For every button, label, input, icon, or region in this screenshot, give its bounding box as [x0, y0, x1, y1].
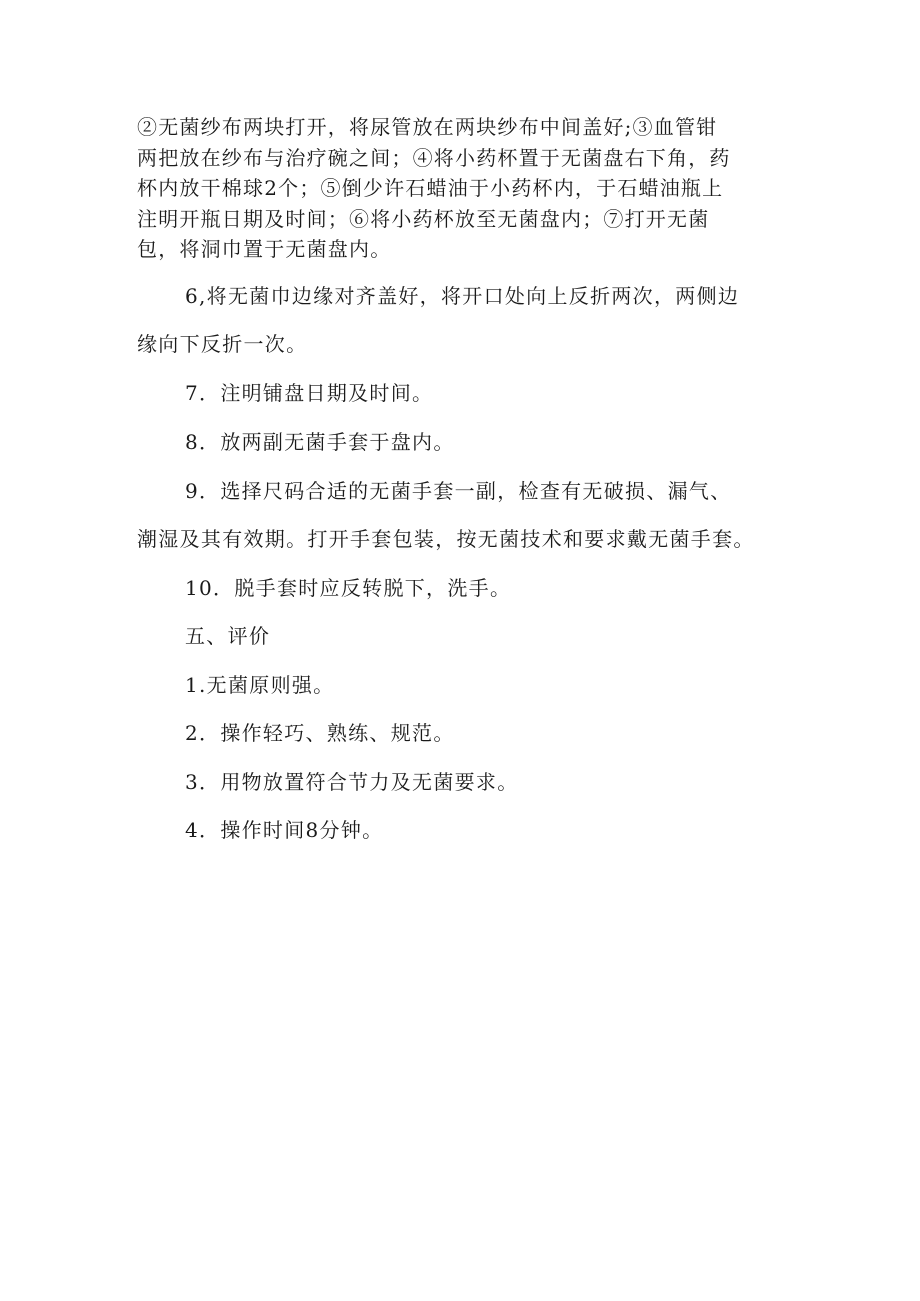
step-7: 7．注明铺盘日期及时间。: [185, 381, 434, 405]
paragraph-preparation-steps: ②无菌纱布两块打开，将尿管放在两块纱布中间盖好;③血管钳 两把放在纱布与治疗碗之间；④将小药杯置于无菌盘右下角，药 杯内放干棉球2个；⑤倒少许石蜡油于小药杯内，于石蜡油瓶上 注明开瓶日期及时间；⑥将小药杯放至无菌盘内；⑦打开无菌 包，将洞巾置于无菌盘内。: [137, 115, 731, 261]
evaluation-item-2: 2．操作轻巧、熟练、规范。: [185, 721, 455, 745]
step-8: 8．放两副无菌手套于盘内。: [185, 430, 455, 454]
section-title-evaluation: 五、评价: [185, 624, 271, 648]
step-10: 10．脱手套时应反转脱下，洗手。: [185, 576, 512, 600]
evaluation-item-1: 1.无菌原则强。: [185, 673, 335, 697]
evaluation-item-3: 3．用物放置符合节力及无菌要求。: [185, 770, 519, 794]
step-9-line-2: 潮湿及其有效期。打开手套包装，按无菌技术和要求戴无菌手套。: [137, 527, 755, 551]
evaluation-item-4: 4．操作时间8分钟。: [185, 818, 384, 842]
step-6-line-1: 6,将无菌巾边缘对齐盖好，将开口处向上反折两次，两侧边: [185, 284, 740, 308]
step-6-line-2: 缘向下反折一次。: [137, 332, 308, 356]
step-9-line-1: 9．选择尺码合适的无菌手套一副，检查有无破损、漏气、: [185, 479, 732, 503]
